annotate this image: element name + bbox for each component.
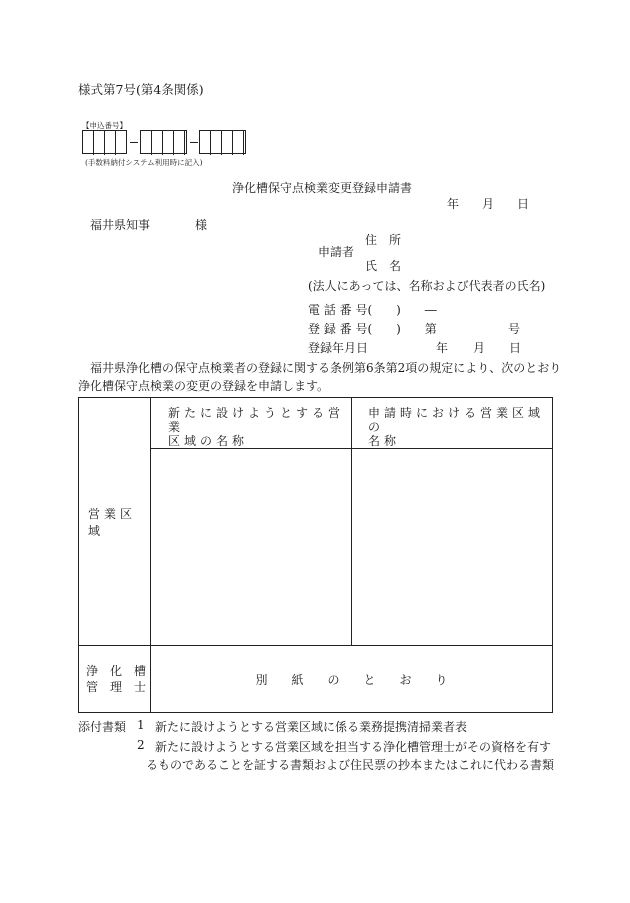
attachment-1-number: 1 [137,718,145,732]
registration-date-day: 日 [509,341,522,355]
registration-date-month: 月 [473,341,486,355]
registration-date-year: 年 [436,341,449,355]
application-number-label: 【申込番号】 [82,121,127,130]
form-number: 様式第7号(第4条関係) [78,82,204,97]
applicant-label: 申請者 [318,245,355,259]
application-number-note: (手数料納付システム利用時に記入) [85,158,203,167]
attachment-2-number: 2 [137,738,145,752]
document-title: 浄化槽保守点検業変更登録申請書 [232,181,413,195]
phone-number-label: 電 話 番 号( ) ― [308,303,437,317]
applicant-name-label: 氏 名 [365,259,402,273]
date-year: 年 [447,197,460,211]
body-text-line-2: 浄化槽保守点検業の変更の登録を申請します。 [78,379,330,393]
app-number-separator-1 [130,142,138,143]
date-day: 日 [517,197,530,211]
new-area-header-cell [151,398,352,449]
date-month: 月 [482,197,495,211]
app-number-group-3[interactable] [199,130,246,154]
app-number-group-1[interactable] [82,130,127,154]
applicant-corporate-note: (法人にあっては、名称および代表者の氏名) [308,279,546,293]
new-area-header-line-2: 区域の名称 [168,434,249,448]
registration-number-label: 登 録 番 号( ) 第 [308,322,437,336]
current-area-header-line-2: 名称 [368,434,401,448]
applicant-address-label: 住 所 [365,233,402,247]
septic-manager-value-cell [151,646,553,713]
current-area-input-cell[interactable] [352,449,553,646]
app-number-group-2[interactable] [140,130,187,154]
current-area-header-line-1: 申請時における営業区域の [368,406,545,434]
attachment-2-text-line-1: 新たに設けようとする営業区域を担当する浄化槽管理士がその資格を有す [155,740,552,754]
body-text-line-1: 福井県浄化槽の保守点検業者の登録に関する条例第6条第2項の規定により、次のとおり [90,361,562,375]
attachment-2-text-line-2: るものであることを証する書類および住民票の抄本またはこれに代わる書類 [146,758,555,772]
attachments-label: 添付書類 [78,720,127,734]
registration-number-suffix: 号 [508,322,521,336]
new-area-header-line-1: 新たに設けようとする営業 [168,406,345,434]
business-area-label: 営業区域 [88,506,137,538]
septic-manager-label-line-1: 浄 化 槽 [86,664,147,678]
attachment-1-text: 新たに設けようとする営業区域に係る業務提携清掃業者表 [155,720,468,734]
business-area-label-cell [79,398,151,646]
septic-manager-label-cell [79,646,151,713]
app-number-separator-2 [190,142,198,143]
addressee-honorific: 様 [195,218,208,232]
current-area-header-cell [352,398,553,449]
septic-manager-value: 別 紙 の と お り [255,672,448,687]
addressee-governor: 福井県知事 [90,218,151,232]
new-area-input-cell[interactable] [151,449,352,646]
registration-date-label: 登録年月日 [308,341,369,355]
business-area-table [78,397,553,713]
septic-manager-label-line-2: 管 理 士 [86,680,147,694]
